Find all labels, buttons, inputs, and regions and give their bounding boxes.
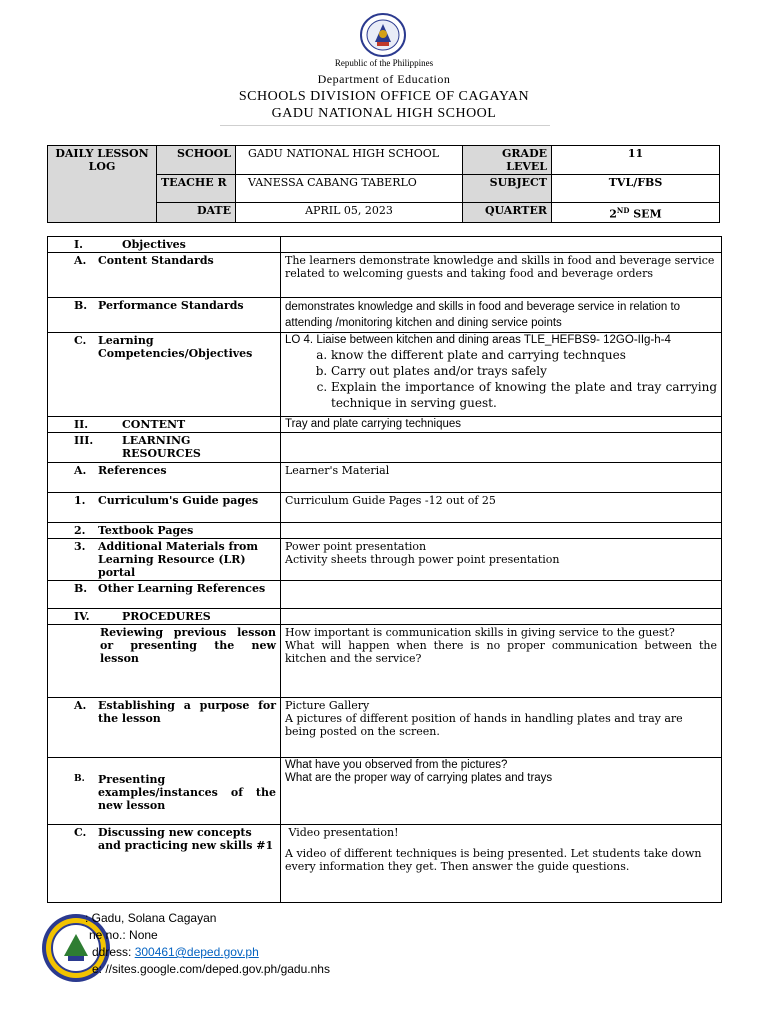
footer-address: : Gadu, Solana Cagayan: [85, 911, 217, 925]
discussing-activity: Video presentation!: [285, 826, 399, 839]
objective-item: c. Explain the importance of knowing the plate and tray carrying technique in serving guest.: [331, 379, 717, 411]
performance-standards-value: demonstrates knowledge and skills in food and beverage service in relation to attending /monitoring kitchen and dining service points: [281, 298, 722, 333]
date-label: DATE: [157, 203, 236, 223]
curriculum-guide-label: 1. Curriculum's Guide pages: [48, 493, 281, 523]
other-references-value: [281, 581, 722, 609]
competencies-value: [281, 333, 722, 417]
objectives-list: [285, 347, 717, 411]
objective-item: a. know the different plate and carrying technques: [331, 347, 717, 363]
presenting-examples-value: [281, 758, 722, 825]
department-line: Department of Education: [317, 72, 451, 86]
division-line: SCHOOLS DIVISION OFFICE OF CAGAYAN: [238, 89, 530, 104]
header-divider: [220, 125, 550, 126]
presenting-question: What have you observed from the pictures?: [285, 759, 508, 771]
school-value: GADU NATIONAL HIGH SCHOOL: [236, 146, 463, 175]
content-heading: II. CONTENT: [48, 417, 281, 433]
procedures-heading: IV. PROCEDURES: [48, 609, 281, 625]
footer: [40, 906, 460, 986]
additional-materials-label: 3. Additional Materials from Learning Resource (LR) portal: [48, 539, 281, 581]
quarter-value: 2ND SEM: [552, 203, 720, 223]
email-link[interactable]: 300461@deped.gov.ph: [134, 945, 259, 959]
teacher-value: VANESSA CABANG TABERLO: [236, 175, 463, 203]
performance-standards-label: B. Performance Standards: [48, 298, 281, 333]
daily-lesson-log-label: DAILY LESSON LOG: [48, 146, 157, 223]
teacher-label: TEACHE R: [157, 175, 236, 203]
grade-level-label: GRADE LEVEL: [463, 146, 552, 175]
competencies-label: C. Learning Competencies/Objectives: [48, 333, 281, 417]
purpose-activity: Picture Gallery: [285, 699, 370, 712]
other-references-label: B. Other Learning References: [48, 581, 281, 609]
school-line: GADU NATIONAL HIGH SCHOOL: [271, 106, 497, 121]
textbook-pages-label: 2. Textbook Pages: [48, 523, 281, 539]
establishing-purpose-value: [281, 698, 722, 758]
curriculum-guide-value: Curriculum Guide Pages -12 out of 25: [281, 493, 722, 523]
footer-phone: ne no.: None: [89, 928, 158, 942]
objective-item: b. Carry out plates and/or trays safely: [331, 363, 717, 379]
references-value: Learner's Material: [281, 463, 722, 493]
footer-email: ddress: 300461@deped.gov.ph: [92, 945, 259, 959]
subject-label: SUBJECT: [463, 175, 552, 203]
additional-materials-line: Activity sheets through power point presentation: [285, 553, 560, 566]
reviewing-question: How important is communication skills in giving service to the guest?: [285, 626, 675, 639]
subject-value: TVL/FBS: [552, 175, 720, 203]
quarter-label: QUARTER: [463, 203, 552, 223]
references-label: A. References: [48, 463, 281, 493]
learning-resources-value: [281, 433, 722, 463]
discussing-description: A video of different techniques is being presented. Let students take down every information they get. Then answer the guide questions.: [285, 847, 702, 873]
purpose-description: A pictures of different position of hands in handling plates and tray are being posted on the screen.: [285, 712, 683, 738]
lesson-plan-table: [47, 236, 722, 903]
presenting-question: What are the proper way of carrying plates and trays: [285, 772, 553, 784]
content-standards-label: A. Content Standards: [48, 253, 281, 298]
reviewing-question: What will happen when there is no proper communication between the kitchen and the service?: [285, 639, 717, 665]
footer-website: e: //sites.google.com/deped.gov.ph/gadu.nhs: [92, 962, 330, 976]
discussing-concepts-label: C. Discussing new concepts and practicing new skills #1: [48, 825, 281, 903]
additional-materials-line: Power point presentation: [285, 540, 427, 553]
objectives-heading: I. Objectives: [48, 237, 281, 253]
date-value: APRIL 05, 2023: [236, 203, 463, 223]
procedures-value: [281, 609, 722, 625]
presenting-examples-label: B. Presenting examples/instances of the new lesson: [48, 758, 281, 825]
establishing-purpose-label: A. Establishing a purpose for the lesson: [48, 698, 281, 758]
reviewing-value: [281, 625, 722, 698]
lesson-info-table: [47, 145, 720, 223]
objectives-value: [281, 237, 722, 253]
discussing-concepts-value: [281, 825, 722, 903]
grade-level-value: 11: [552, 146, 720, 175]
school-label: SCHOOL: [157, 146, 236, 175]
reviewing-label: Reviewing previous lesson or presenting the new lesson: [48, 625, 281, 698]
deped-seal-logo: [347, 12, 419, 58]
learning-outcome: LO 4. Liaise between kitchen and dining areas TLE_HEFBS9- 12GO-IIg-h-4: [285, 334, 671, 346]
content-value: Tray and plate carrying techniques: [281, 417, 722, 433]
content-standards-value: The learners demonstrate knowledge and skills in food and beverage service related to welcoming guests and taking food and beverage orders: [281, 253, 722, 298]
republic-line: Republic of the Philippines: [334, 58, 434, 68]
textbook-pages-value: [281, 523, 722, 539]
additional-materials-value: [281, 539, 722, 581]
learning-resources-heading: III. LEARNING RESOURCES: [48, 433, 281, 463]
